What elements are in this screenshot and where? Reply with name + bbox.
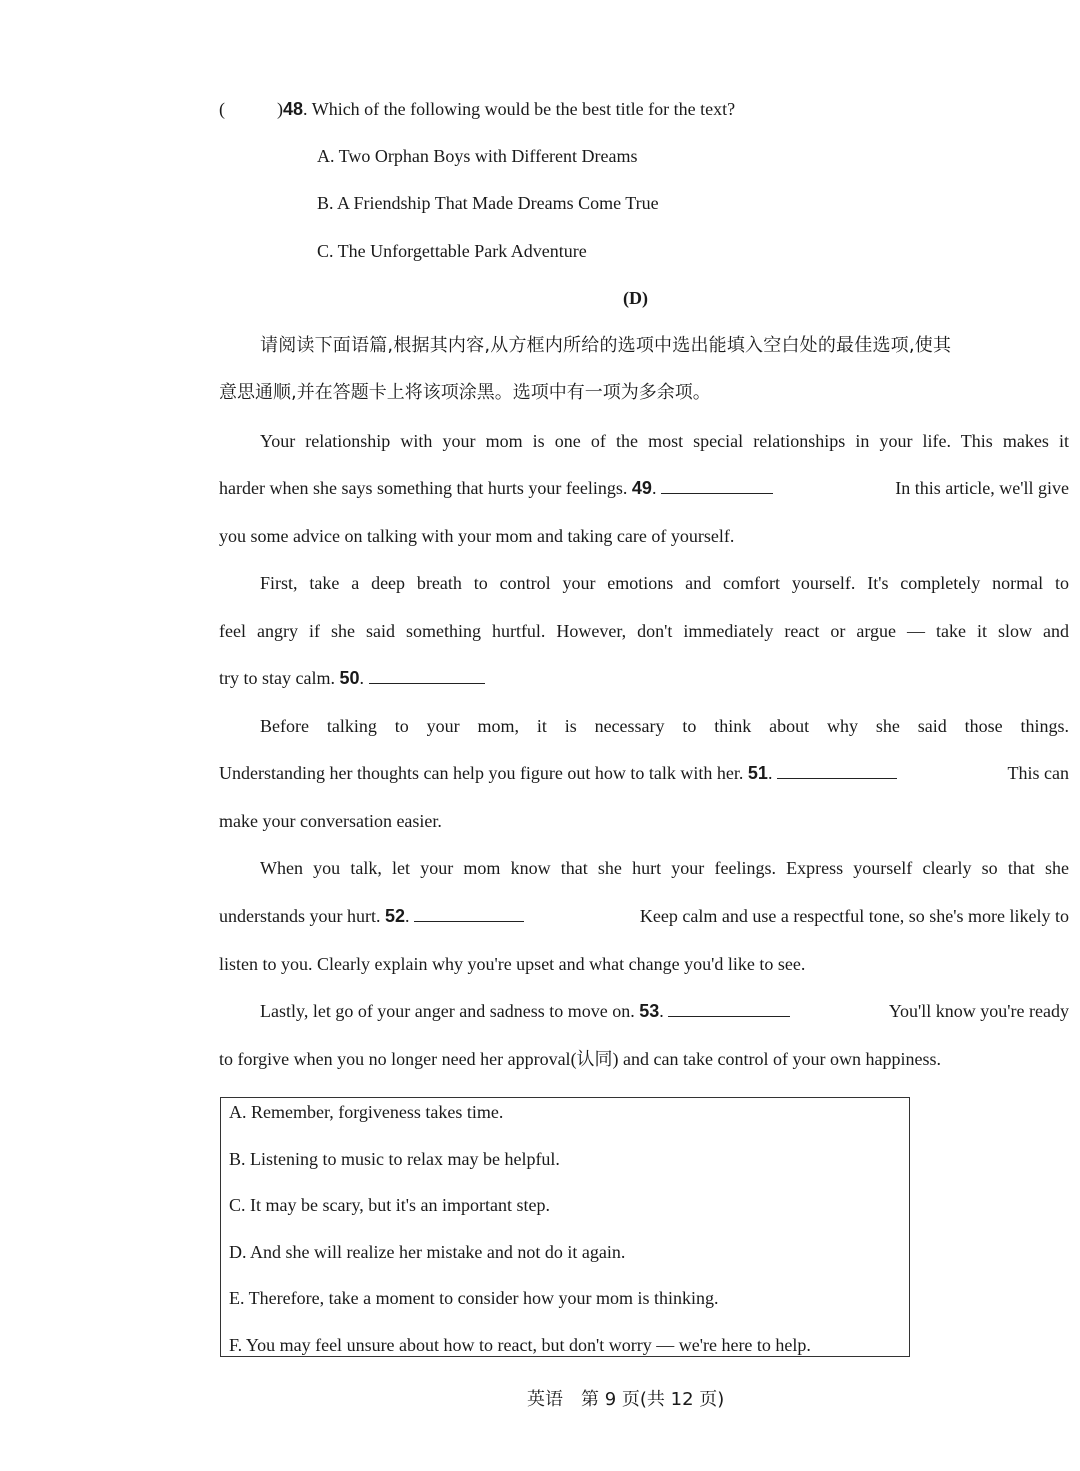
blank-number-51: 51 xyxy=(747,763,768,783)
passage-p1-line-3: you some advice on talking with your mom and taking care of yourself. xyxy=(219,526,735,546)
blank-50 xyxy=(369,665,485,684)
passage-p1-line-1: Your relationship with your mom is one of the most special relationships in your life. This makes it xyxy=(260,431,1069,451)
passage-p4-line-1: When you talk, let your mom know that she hurt your feelings. Express yourself clearly so that she xyxy=(260,858,1069,878)
passage-text: In this article, we'll give xyxy=(895,478,1069,498)
box-option-f: F. You may feel unsure about how to react, but don't worry — we're here to help. xyxy=(229,1335,811,1355)
passage-p3-line-3: make your conversation easier. xyxy=(219,811,442,831)
instructions-line-2: 意思通顺,并在答题卡上将该项涂黑。选项中有一项为多余项。 xyxy=(219,382,711,403)
passage-p5-line-2: to forgive when you no longer need her approval(认同) and can take control of your own happiness. xyxy=(219,1049,941,1069)
box-option-a: A. Remember, forgiveness takes time. xyxy=(229,1102,504,1122)
answer-paren-close: ) xyxy=(277,99,283,119)
option-b: B. A Friendship That Made Dreams Come True xyxy=(317,193,659,213)
passage-p1-line-2: harder when she says something that hurts your feelings. 49. In this article, we'll give xyxy=(219,474,1069,502)
option-a: A. Two Orphan Boys with Different Dreams xyxy=(317,146,638,166)
passage-p2-line-3: try to stay calm. 50. xyxy=(219,664,1069,692)
passage-text: try to stay calm. xyxy=(219,668,335,688)
section-label: (D) xyxy=(623,288,648,308)
box-option-e: E. Therefore, take a moment to consider how your mom is thinking. xyxy=(229,1288,719,1308)
passage-text: You'll know you're ready xyxy=(888,1001,1069,1021)
passage-p4-line-2: understands your hurt. 52. Keep calm and use a respectful tone, so she's more likely to xyxy=(219,902,1069,930)
instructions-line-1: 请阅读下面语篇,根据其内容,从方框内所给的选项中选出能填入空白处的最佳选项,使其 xyxy=(260,335,952,356)
blank-number-49: 49 xyxy=(631,478,652,498)
question-number: 48 xyxy=(283,99,304,119)
passage-text: Keep calm and use a respectful tone, so she's more likely to xyxy=(639,906,1069,926)
box-option-b: B. Listening to music to relax may be helpful. xyxy=(229,1149,560,1169)
passage-p3-line-2: Understanding her thoughts can help you figure out how to talk with her. 51. This can xyxy=(219,759,1069,787)
box-option-c: C. It may be scary, but it's an important step. xyxy=(229,1195,551,1215)
answer-paren-open: ( xyxy=(219,99,225,119)
passage-text: harder when she says something that hurts your feelings. xyxy=(219,478,628,498)
blank-number-50: 50 xyxy=(339,668,360,688)
passage-p5-line-1: Lastly, let go of your anger and sadness to move on. 53. You'll know you're ready xyxy=(260,997,1069,1025)
box-option-d: D. And she will realize her mistake and not do it again. xyxy=(229,1242,626,1262)
page-footer: 英语 第 9 页(共 12 页) xyxy=(527,1389,725,1410)
blank-51 xyxy=(777,760,897,779)
passage-p2-line-2: feel angry if she said something hurtful. However, don't immediately react or argue — take it slow and xyxy=(219,621,1069,641)
blank-53 xyxy=(668,998,790,1017)
question-stem: . Which of the following would be the best title for the text? xyxy=(303,99,736,119)
blank-number-53: 53 xyxy=(639,1001,660,1021)
passage-p3-line-1: Before talking to your mom, it is necessary to think about why she said those things. xyxy=(260,716,1069,736)
passage-p4-line-3: listen to you. Clearly explain why you're upset and what change you'd like to see. xyxy=(219,954,806,974)
passage-text: Lastly, let go of your anger and sadness to move on. xyxy=(260,1001,635,1021)
blank-52 xyxy=(414,903,524,922)
passage-text: understands your hurt. xyxy=(219,906,381,926)
question-48 xyxy=(219,96,735,122)
passage-p2-line-1: First, take a deep breath to control your emotions and comfort yourself. It's completely normal to xyxy=(260,573,1069,593)
blank-number-52: 52 xyxy=(384,906,406,926)
option-c: C. The Unforgettable Park Adventure xyxy=(317,241,587,261)
passage-text: This can xyxy=(1007,763,1069,783)
options-box xyxy=(220,1097,910,1357)
passage-text: Understanding her thoughts can help you figure out how to talk with her. xyxy=(219,763,744,783)
blank-49 xyxy=(661,475,773,494)
